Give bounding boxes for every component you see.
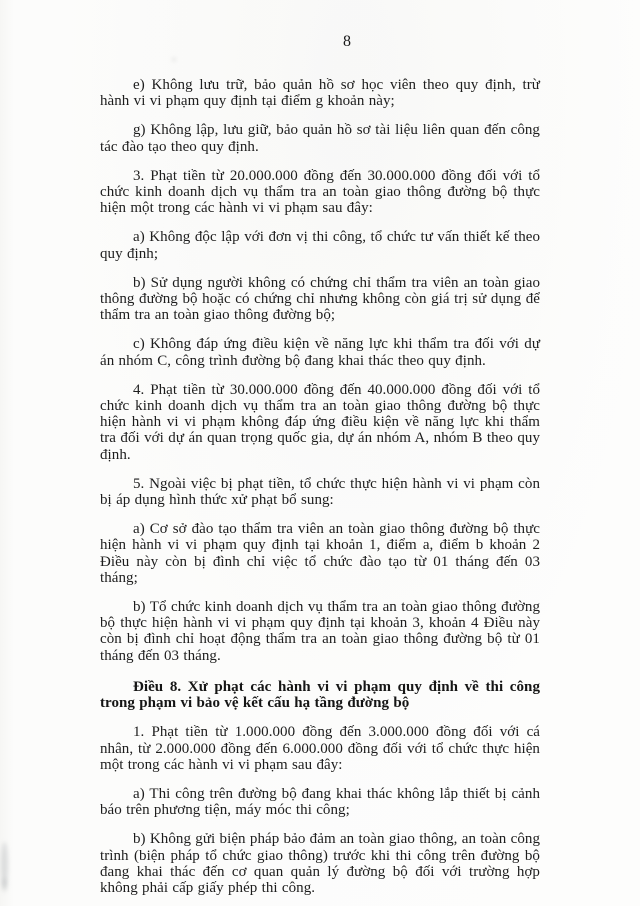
scan-smudge (2, 878, 7, 892)
point-g-record-keeping: g) Không lập, lưu giữ, bảo quản hồ sơ tài liệu liên quan đến công tác đào tạo theo quy định. (100, 122, 540, 155)
clause-5-supplementary: 5. Ngoài việc bị phạt tiền, tổ chức thực hiện hành vi vi phạm còn bị áp dụng hình thức xử phạt bổ sung: (100, 475, 540, 509)
article-8-heading: Điều 8. Xử phạt các hành vi vi phạm quy định về thi công trong phạm vi bảo vệ kết cấu hạ tầng đường bộ (100, 678, 540, 712)
point-e-record-keeping: e) Không lưu trữ, bảo quản hồ sơ học viên theo quy định, trừ hành vi vi phạm quy định tại điểm g khoản này; (100, 77, 540, 110)
clause-5-point-a: a) Cơ sở đào tạo thẩm tra viên an toàn giao thông đường bộ thực hiện hành vi vi phạm quy định tại khoản 1, điểm a, điểm b khoản 2 Điều này còn bị đình chỉ việc tổ chức đào tạo từ 01 tháng đến 03 tháng; (100, 521, 540, 586)
article-8-point-b: b) Không gửi biện pháp bảo đảm an toàn giao thông, an toàn công trình (biện pháp tổ chức giao thông) trước khi thi công trên đường bộ đang khai thác đến cơ quan quản lý đường bộ đối với trường hợp không phải cấp giấy phép thi công. (100, 831, 540, 896)
clause-3-point-a: a) Không độc lập với đơn vị thi công, tổ chức tư vấn thiết kế theo quy định; (100, 229, 540, 262)
clause-3-point-b: b) Sử dụng người không có chứng chỉ thẩm tra viên an toàn giao thông đường bộ hoặc có chứng chỉ nhưng không còn giá trị sử dụng để thẩm tra an toàn giao thông đường bộ; (100, 274, 540, 324)
clause-3-fine: 3. Phạt tiền từ 20.000.000 đồng đến 30.000.000 đồng đối với tổ chức kinh doanh dịch vụ thẩm tra an toàn giao thông đường bộ thực hiện một trong các hành vi vi phạm sau đây: (100, 167, 540, 217)
article-8-clause-1: 1. Phạt tiền từ 1.000.000 đồng đến 3.000.000 đồng đối với cá nhân, từ 2.000.000 đồng đến 6.000.000 đồng đối với tổ chức thực hiện một trong các hành vi vi phạm sau đây: (100, 724, 540, 773)
clause-4-fine: 4. Phạt tiền từ 30.000.000 đồng đến 40.000.000 đồng đối với tổ chức kinh doanh dịch vụ thẩm tra an toàn giao thông đường bộ thực hiện hành vi vi phạm không đáp ứng điều kiện về năng lực khi thẩm tra đối với dự án quan trọng quốc gia, dự án nhóm A, nhóm B theo quy định. (100, 381, 540, 463)
clause-3-point-c: c) Không đáp ứng điều kiện về năng lực khi thẩm tra đối với dự án nhóm C, công trình đường bộ đang khai thác theo quy định. (100, 336, 540, 369)
scan-speck (172, 58, 176, 61)
page-number: 8 (343, 33, 351, 50)
clause-5-point-b: b) Tổ chức kinh doanh dịch vụ thẩm tra an toàn giao thông đường bộ thực hiện hành vi vi phạm quy định tại khoản 3, khoản 4 Điều này còn bị đình chỉ hoạt động thẩm tra an toàn giao thông đường bộ từ 01 tháng đến 03 tháng. (100, 599, 540, 664)
article-8-point-a: a) Thi công trên đường bộ đang khai thác không lắp thiết bị cảnh báo trên phương tiện, máy móc thi công; (100, 785, 540, 819)
document-body (100, 77, 540, 896)
